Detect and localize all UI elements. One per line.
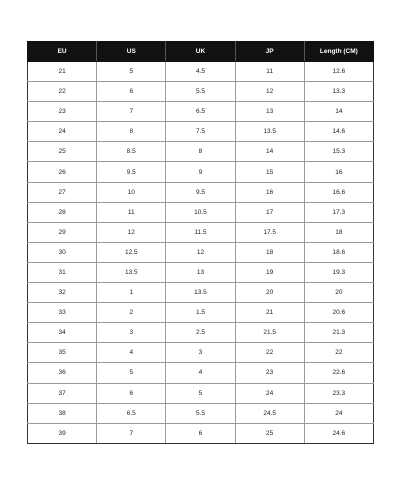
table-row bbox=[28, 323, 374, 343]
cell-uk: 5.5 bbox=[166, 82, 235, 102]
cell-uk: 5 bbox=[166, 383, 235, 403]
cell-length-cm: 24.6 bbox=[304, 423, 373, 443]
size-chart-header bbox=[28, 42, 374, 62]
header-length-cm: Length (CM) bbox=[304, 42, 373, 62]
cell-eu: 37 bbox=[28, 383, 97, 403]
table-row bbox=[28, 283, 374, 303]
cell-eu: 30 bbox=[28, 242, 97, 262]
table-row bbox=[28, 82, 374, 102]
cell-us: 2 bbox=[97, 303, 166, 323]
cell-length-cm: 20 bbox=[304, 283, 373, 303]
cell-eu: 25 bbox=[28, 142, 97, 162]
cell-length-cm: 19.3 bbox=[304, 262, 373, 282]
cell-eu: 38 bbox=[28, 403, 97, 423]
table-row bbox=[28, 162, 374, 182]
cell-jp: 21.5 bbox=[235, 323, 304, 343]
table-row bbox=[28, 62, 374, 82]
cell-jp: 25 bbox=[235, 423, 304, 443]
cell-jp: 15 bbox=[235, 162, 304, 182]
cell-jp: 20 bbox=[235, 283, 304, 303]
cell-uk: 5.5 bbox=[166, 403, 235, 423]
table-row bbox=[28, 343, 374, 363]
cell-eu: 23 bbox=[28, 102, 97, 122]
cell-us: 3 bbox=[97, 323, 166, 343]
cell-eu: 35 bbox=[28, 343, 97, 363]
cell-length-cm: 20.6 bbox=[304, 303, 373, 323]
table-row bbox=[28, 182, 374, 202]
cell-us: 11 bbox=[97, 202, 166, 222]
cell-eu: 39 bbox=[28, 423, 97, 443]
cell-length-cm: 18 bbox=[304, 222, 373, 242]
cell-eu: 32 bbox=[28, 283, 97, 303]
table-row bbox=[28, 102, 374, 122]
size-chart-table bbox=[27, 41, 374, 444]
cell-eu: 26 bbox=[28, 162, 97, 182]
cell-length-cm: 23.3 bbox=[304, 383, 373, 403]
cell-jp: 13.5 bbox=[235, 122, 304, 142]
cell-us: 8.5 bbox=[97, 142, 166, 162]
cell-uk: 6 bbox=[166, 423, 235, 443]
cell-eu: 24 bbox=[28, 122, 97, 142]
cell-us: 10 bbox=[97, 182, 166, 202]
cell-jp: 16 bbox=[235, 182, 304, 202]
table-row bbox=[28, 222, 374, 242]
cell-length-cm: 18.6 bbox=[304, 242, 373, 262]
cell-jp: 18 bbox=[235, 242, 304, 262]
table-row bbox=[28, 122, 374, 142]
cell-jp: 17.5 bbox=[235, 222, 304, 242]
table-row bbox=[28, 202, 374, 222]
cell-length-cm: 14 bbox=[304, 102, 373, 122]
cell-jp: 13 bbox=[235, 102, 304, 122]
cell-length-cm: 15.3 bbox=[304, 142, 373, 162]
cell-uk: 4.5 bbox=[166, 62, 235, 82]
cell-us: 9.5 bbox=[97, 162, 166, 182]
cell-uk: 9 bbox=[166, 162, 235, 182]
cell-jp: 14 bbox=[235, 142, 304, 162]
cell-eu: 21 bbox=[28, 62, 97, 82]
cell-length-cm: 13.3 bbox=[304, 82, 373, 102]
cell-us: 5 bbox=[97, 363, 166, 383]
cell-us: 7 bbox=[97, 102, 166, 122]
cell-jp: 23 bbox=[235, 363, 304, 383]
cell-length-cm: 22 bbox=[304, 343, 373, 363]
header-eu: EU bbox=[28, 42, 97, 62]
cell-jp: 21 bbox=[235, 303, 304, 323]
header-jp: JP bbox=[235, 42, 304, 62]
table-row bbox=[28, 423, 374, 443]
cell-length-cm: 16.6 bbox=[304, 182, 373, 202]
cell-jp: 22 bbox=[235, 343, 304, 363]
cell-us: 6.5 bbox=[97, 403, 166, 423]
cell-uk: 4 bbox=[166, 363, 235, 383]
cell-us: 12 bbox=[97, 222, 166, 242]
size-chart-body bbox=[28, 62, 374, 444]
cell-uk: 11.5 bbox=[166, 222, 235, 242]
cell-us: 6 bbox=[97, 82, 166, 102]
cell-us: 8 bbox=[97, 122, 166, 142]
table-row bbox=[28, 403, 374, 423]
cell-eu: 34 bbox=[28, 323, 97, 343]
cell-length-cm: 17.3 bbox=[304, 202, 373, 222]
header-uk: UK bbox=[166, 42, 235, 62]
cell-eu: 29 bbox=[28, 222, 97, 242]
cell-eu: 27 bbox=[28, 182, 97, 202]
cell-jp: 24.5 bbox=[235, 403, 304, 423]
cell-us: 13.5 bbox=[97, 262, 166, 282]
cell-length-cm: 24 bbox=[304, 403, 373, 423]
cell-uk: 13 bbox=[166, 262, 235, 282]
cell-jp: 19 bbox=[235, 262, 304, 282]
cell-eu: 31 bbox=[28, 262, 97, 282]
cell-us: 7 bbox=[97, 423, 166, 443]
cell-uk: 1.5 bbox=[166, 303, 235, 323]
cell-us: 4 bbox=[97, 343, 166, 363]
table-row bbox=[28, 242, 374, 262]
cell-uk: 2.5 bbox=[166, 323, 235, 343]
cell-uk: 6.5 bbox=[166, 102, 235, 122]
table-row bbox=[28, 363, 374, 383]
cell-us: 6 bbox=[97, 383, 166, 403]
cell-jp: 12 bbox=[235, 82, 304, 102]
table-row bbox=[28, 262, 374, 282]
cell-eu: 22 bbox=[28, 82, 97, 102]
cell-uk: 7.5 bbox=[166, 122, 235, 142]
header-us: US bbox=[97, 42, 166, 62]
cell-uk: 8 bbox=[166, 142, 235, 162]
cell-jp: 24 bbox=[235, 383, 304, 403]
cell-eu: 28 bbox=[28, 202, 97, 222]
cell-eu: 36 bbox=[28, 363, 97, 383]
cell-eu: 33 bbox=[28, 303, 97, 323]
cell-jp: 11 bbox=[235, 62, 304, 82]
header-row bbox=[28, 42, 374, 62]
table-row bbox=[28, 303, 374, 323]
table-row bbox=[28, 383, 374, 403]
cell-uk: 12 bbox=[166, 242, 235, 262]
table-row bbox=[28, 142, 374, 162]
cell-length-cm: 21.3 bbox=[304, 323, 373, 343]
cell-us: 12.5 bbox=[97, 242, 166, 262]
cell-length-cm: 14.6 bbox=[304, 122, 373, 142]
cell-uk: 10.5 bbox=[166, 202, 235, 222]
cell-uk: 9.5 bbox=[166, 182, 235, 202]
cell-length-cm: 12.6 bbox=[304, 62, 373, 82]
cell-uk: 13.5 bbox=[166, 283, 235, 303]
cell-length-cm: 22.6 bbox=[304, 363, 373, 383]
cell-us: 1 bbox=[97, 283, 166, 303]
cell-us: 5 bbox=[97, 62, 166, 82]
cell-jp: 17 bbox=[235, 202, 304, 222]
cell-length-cm: 16 bbox=[304, 162, 373, 182]
cell-uk: 3 bbox=[166, 343, 235, 363]
